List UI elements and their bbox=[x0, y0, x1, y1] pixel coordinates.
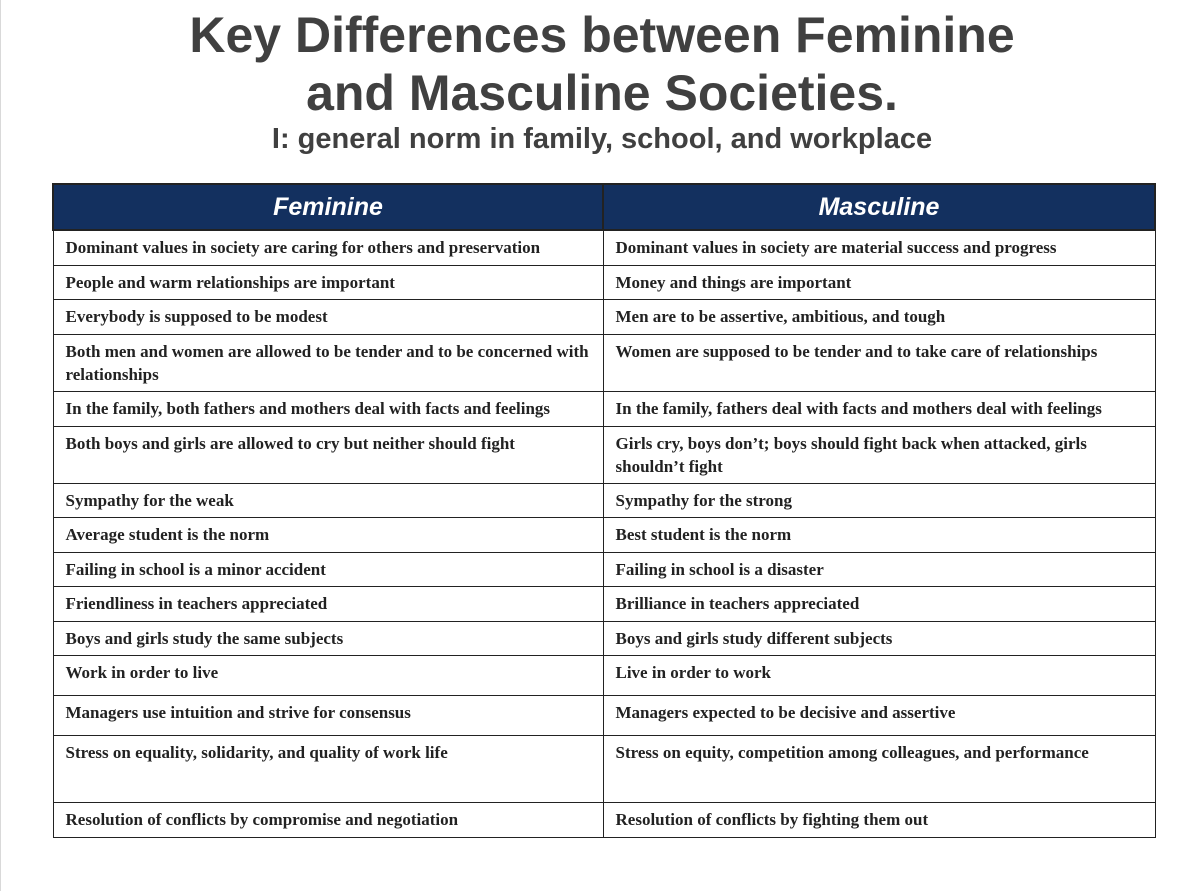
masculine-cell: Resolution of conflicts by fighting them out bbox=[603, 802, 1155, 837]
table-row bbox=[53, 426, 1155, 483]
feminine-cell: Boys and girls study the same subjects bbox=[53, 621, 603, 655]
feminine-cell: Both boys and girls are allowed to cry but neither should fight bbox=[53, 426, 603, 483]
masculine-cell: Sympathy for the strong bbox=[603, 483, 1155, 517]
table-row bbox=[53, 265, 1155, 299]
feminine-cell: Sympathy for the weak bbox=[53, 483, 603, 517]
title-line-2: and Masculine Societies. bbox=[306, 65, 898, 121]
masculine-cell: Brilliance in teachers appreciated bbox=[603, 586, 1155, 621]
table-row bbox=[53, 334, 1155, 391]
masculine-cell: Boys and girls study different subjects bbox=[603, 621, 1155, 655]
masculine-cell: Women are supposed to be tender and to take care of relationships bbox=[603, 334, 1155, 391]
table-row bbox=[53, 391, 1155, 426]
feminine-cell: Everybody is supposed to be modest bbox=[53, 299, 603, 334]
masculine-cell: Failing in school is a disaster bbox=[603, 552, 1155, 586]
table-row bbox=[53, 802, 1155, 837]
feminine-cell: Both men and women are allowed to be tender and to be concerned with relationships bbox=[53, 334, 603, 391]
masculine-cell: Girls cry, boys don’t; boys should fight back when attacked, girls shouldn’t fight bbox=[603, 426, 1155, 483]
table-row bbox=[53, 621, 1155, 655]
masculine-cell: Men are to be assertive, ambitious, and tough bbox=[603, 299, 1155, 334]
comparison-table bbox=[52, 183, 1156, 838]
table-row bbox=[53, 695, 1155, 735]
feminine-cell: Resolution of conflicts by compromise and negotiation bbox=[53, 802, 603, 837]
table-row bbox=[53, 586, 1155, 621]
page-subtitle: I: general norm in family, school, and workplace bbox=[271, 123, 933, 155]
feminine-cell: Stress on equality, solidarity, and quality of work life bbox=[53, 735, 603, 802]
masculine-cell: Dominant values in society are material success and progress bbox=[603, 230, 1155, 265]
table-row bbox=[53, 552, 1155, 586]
page-title bbox=[0, 6, 1200, 122]
masculine-cell: Managers expected to be decisive and assertive bbox=[603, 695, 1155, 735]
title-line-1: Key Differences between Feminine bbox=[189, 7, 1015, 63]
masculine-cell: Best student is the norm bbox=[603, 517, 1155, 552]
table-row bbox=[53, 655, 1155, 695]
masculine-cell: Stress on equity, competition among colleagues, and performance bbox=[603, 735, 1155, 802]
table-row bbox=[53, 735, 1155, 802]
table-row bbox=[53, 517, 1155, 552]
table-row bbox=[53, 230, 1155, 265]
header-feminine: Feminine bbox=[53, 184, 603, 230]
feminine-cell: In the family, both fathers and mothers deal with facts and feelings bbox=[53, 391, 603, 426]
feminine-cell: Failing in school is a minor accident bbox=[53, 552, 603, 586]
masculine-cell: Live in order to work bbox=[603, 655, 1155, 695]
masculine-cell: Money and things are important bbox=[603, 265, 1155, 299]
feminine-cell: Friendliness in teachers appreciated bbox=[53, 586, 603, 621]
table-header-row bbox=[53, 184, 1155, 230]
feminine-cell: Average student is the norm bbox=[53, 517, 603, 552]
feminine-cell: Dominant values in society are caring for others and preservation bbox=[53, 230, 603, 265]
feminine-cell: People and warm relationships are important bbox=[53, 265, 603, 299]
header-masculine: Masculine bbox=[603, 184, 1155, 230]
feminine-cell: Managers use intuition and strive for consensus bbox=[53, 695, 603, 735]
table-row bbox=[53, 483, 1155, 517]
feminine-cell: Work in order to live bbox=[53, 655, 603, 695]
table-row bbox=[53, 299, 1155, 334]
masculine-cell: In the family, fathers deal with facts and mothers deal with feelings bbox=[603, 391, 1155, 426]
